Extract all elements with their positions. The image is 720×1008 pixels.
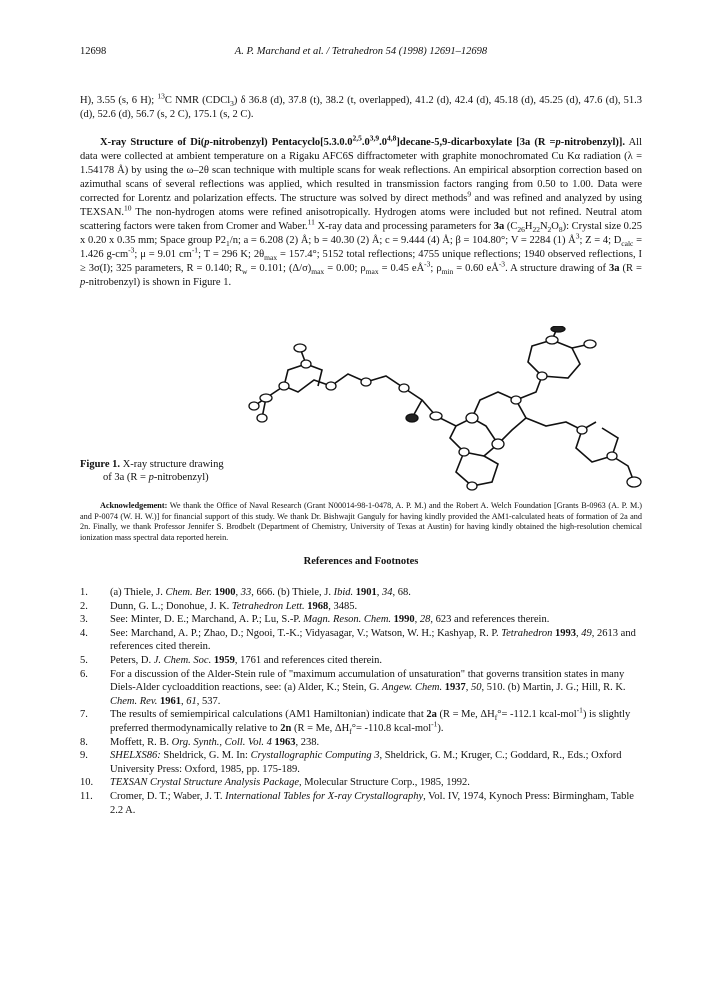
reference-item [80,736,642,750]
acknowledgement-text: We thank the Office of Naval Research (Grant N00014-98-1-0478, A. P. M.) and the Robert A. Welch Foundation [Grants B-0963 (A. P. M.) and P-0074 (W. H. W.)] for financial support of this study. We thank Dr. Bishwajit Ganguly for having kindly provided the AM1-calculated heats of formation of 2a and 2n. Finally, we thank Professor Jennifer S. Brodbelt (Department of Chemistry, University of Texas at Austin) for having kindly obtained the high-resolution chemical ionization mass spectral data reported herein. [80,501,643,542]
references-heading: References and Footnotes [303,556,419,567]
ref-authors: Moffett, R. B. [110,736,172,748]
reference-item [80,776,642,790]
ref-authors: Dunn, G. L.; Donohue, J. K. [110,600,232,612]
ref-journal: Org. Synth., Coll. Vol. 4 [171,736,272,748]
figure-caption-line2-post: -nitrobenzyl) [153,472,209,483]
reference-item [80,749,642,776]
reference-text [110,654,642,668]
reference-item [80,600,642,614]
reference-text: See: Marchand, A. P.; Zhao, D.; Ngooi, T.-K.; Vidyasagar, V.; Watson, W. H.; Kashyap, R. P. Tetrahedron 1993, 49, 2613 and references cited therein. [110,627,636,653]
ref-authors: Peters, D. [110,654,154,666]
reference-number: 10. [80,777,94,789]
figure-caption-line2-pre: of 3a (R = [103,472,149,483]
molecule-bonds [254,326,634,486]
ref-journal: J. Chem. Soc. [153,654,212,666]
reference-text: (a) Thiele, J. Chem. Ber. 1900, 33, 666. (b) Thiele, J. Ibid. 1901, 34, 68. [110,587,411,598]
reference-number: 2. [80,600,88,612]
reference-number: 5. [80,654,88,666]
ref-pages: , 3485. [328,600,358,612]
reference-item [80,705,642,737]
reference-item [80,613,642,627]
reference-text: For a discussion of the Alder-Stein rule of "maximum accumulation of unsaturation" that governs transition states in many Diels-Alder cycloaddition reactions, see: (a) Alder, K.; Stein, G. Angew. Chem. 1937, 50, 510. (b) Martin, J. G.; Hill, R. K. Chem. Rev. 1961, 61, 537. [110,668,626,707]
figure-caption-label: Figure 1. [80,459,121,470]
reference-list [80,586,642,817]
page-header [80,46,642,62]
ref-year: 1959 [211,654,235,666]
reference-item [80,627,642,654]
page-number: 12698 [80,46,107,57]
reference-text [110,600,642,614]
reference-number: 1. [80,587,88,598]
reference-number: 3. [80,614,88,626]
ref-journal: TEXSAN Crystal Structure Analysis Package [110,777,299,789]
atom-ellipsoids [249,326,641,490]
reference-item [80,654,642,668]
xray-structure-paragraph: X-ray Structure of Di(p-nitrobenzyl) Pentacyclo[5.3.0.0$^{2,5}$.0$^{3,9}$.0$^{4,8}$]decane-5,9-dicarboxylate [3a (R =p-nitrobenzyl)]. All data were collected at ambient temperature on a Rigaku AFC6S diffractometer with graphite monochromated Cu Kα radiation (λ = 1.54178 Å) by using the ω–2θ scan technique with multiple scans for weak reflections. An empirical absorption correction based on azimuthal scans of several reflections was applied, which resulted in transmission factors ranging from 0.50 to 1.00. Data were corrected for Lorentz and polarization effects. The structure was solved by direct methods$^9$ and was refined and analyzed by using TEXSAN.$^{10}$ The non-hydrogen atoms were refined anisotropically. Hydrogen atoms were included but not refined. Neutral atom scattering factors were taken from Cromer and Waber.$^{11}$ X-ray data and processing parameters for 3a $(C_{26}H_{22}N_2O_8)$: Crystal size 0.25 x 0.20 x 0.35 mm; Space group $P2_1/n$; a = 6.208 (2) Å; b = 40.30 (2) Å; c = 9.444 (4) Å; β = 104.80°; V = 2284 (1) $Å^3$; Z = 4; $D_{calc} = 1.426$ $g-cm^{-3}$; μ = 9.01 $cm^{-1}$; T = 296 K; $2\theta_{max} = 157.4^\circ$; 5152 total reflections; 4755 unique reflections; 1940 observed reflections, I ≥ 3σ(I); 325 parameters, R = 0.140; $R_w = 0.101$; $(\Delta/\sigma)_{max} = 0.00$; $\rho_{max} = 0.45$ $eÅ^{-3}$; $\rho_{min} = 0.60$ $eÅ^{-3}$. A structure drawing of 3a (R = p-nitrobenzyl) is shown in Figure 1. [80,133,643,288]
reference-text [110,776,642,790]
reference-number: 8. [80,736,88,748]
figure-caption-line1: X-ray structure drawing [122,459,224,470]
reference-number: 6. [80,668,88,680]
ref-pages: , 238. [295,736,320,748]
reference-number: 11. [80,790,93,802]
ref-year: 1968 [304,600,329,612]
reference-item [80,790,642,817]
ref-pages: , 1761 and references cited therein. [234,654,383,666]
ref-journal: Tetrahedron Lett. [231,600,305,612]
reference-number: 7. [80,709,88,721]
nmr-data-paragraph: H), 3.55 (s, 6 H); $^{13}$C NMR (CDCl$_3$) δ 36.8 (d), 37.8 (t), 38.2 (t, overlapped), 41.2 (d), 42.4 (d), 45.18 (d), 45.25 (d), 47.6 (d), 51.3 (d), 52.6 (d), 56.7 (s, 2 C), 175.1 (s, 2 C). [80,91,642,120]
figure-caption-line2-em: p [148,472,154,483]
reference-item [80,586,642,600]
reference-text: The results of semiempirical calculations (AM1 Hamiltonian) indicate that 2a (R = Me, $\Delta H_f^\circ= -112.1$ kcal-mol$^{-1}$) is slightly preferred thermodynamically relative to 2n (R = Me, $\Delta H_f^\circ= -110.8$ kcal-mol$^{-1}$). [110,705,631,737]
running-title: A. P. Marchand et al. / Tetrahedron 54 (1998) 12691–12698 [234,46,488,57]
reference-text: See: Minter, D. E.; Marchand, A. P.; Lu, S.-P. Magn. Reson. Chem. 1990, 28, 623 and references therein. [110,614,550,626]
reference-text [110,736,642,750]
ref-pages: , Molecular Structure Corp., 1985, 1992. [298,777,470,789]
acknowledgement [80,501,642,543]
ref-year: 1963 [271,736,296,748]
figure-caption [80,458,255,484]
reference-item [80,668,642,709]
acknowledgement-label: Acknowledgement: [100,501,168,510]
reference-number: 9. [80,750,88,762]
reference-text: Cromer, D. T.; Waber, J. T. International Tables for X-ray Crystallography, Vol. IV, 1974, Kynoch Press: Birmingham, Table 2.2 A. [110,790,634,816]
reference-text: SHELXS86: Sheldrick, G. M. In: Crystallographic Computing 3, Sheldrick, G. M.; Kruger, C.; Goddard, R., Eds.; Oxford University Press: Oxford, 1985, pp. 175-189. [110,750,622,775]
reference-number: 4. [80,627,88,639]
xray-structure-figure [236,326,666,501]
